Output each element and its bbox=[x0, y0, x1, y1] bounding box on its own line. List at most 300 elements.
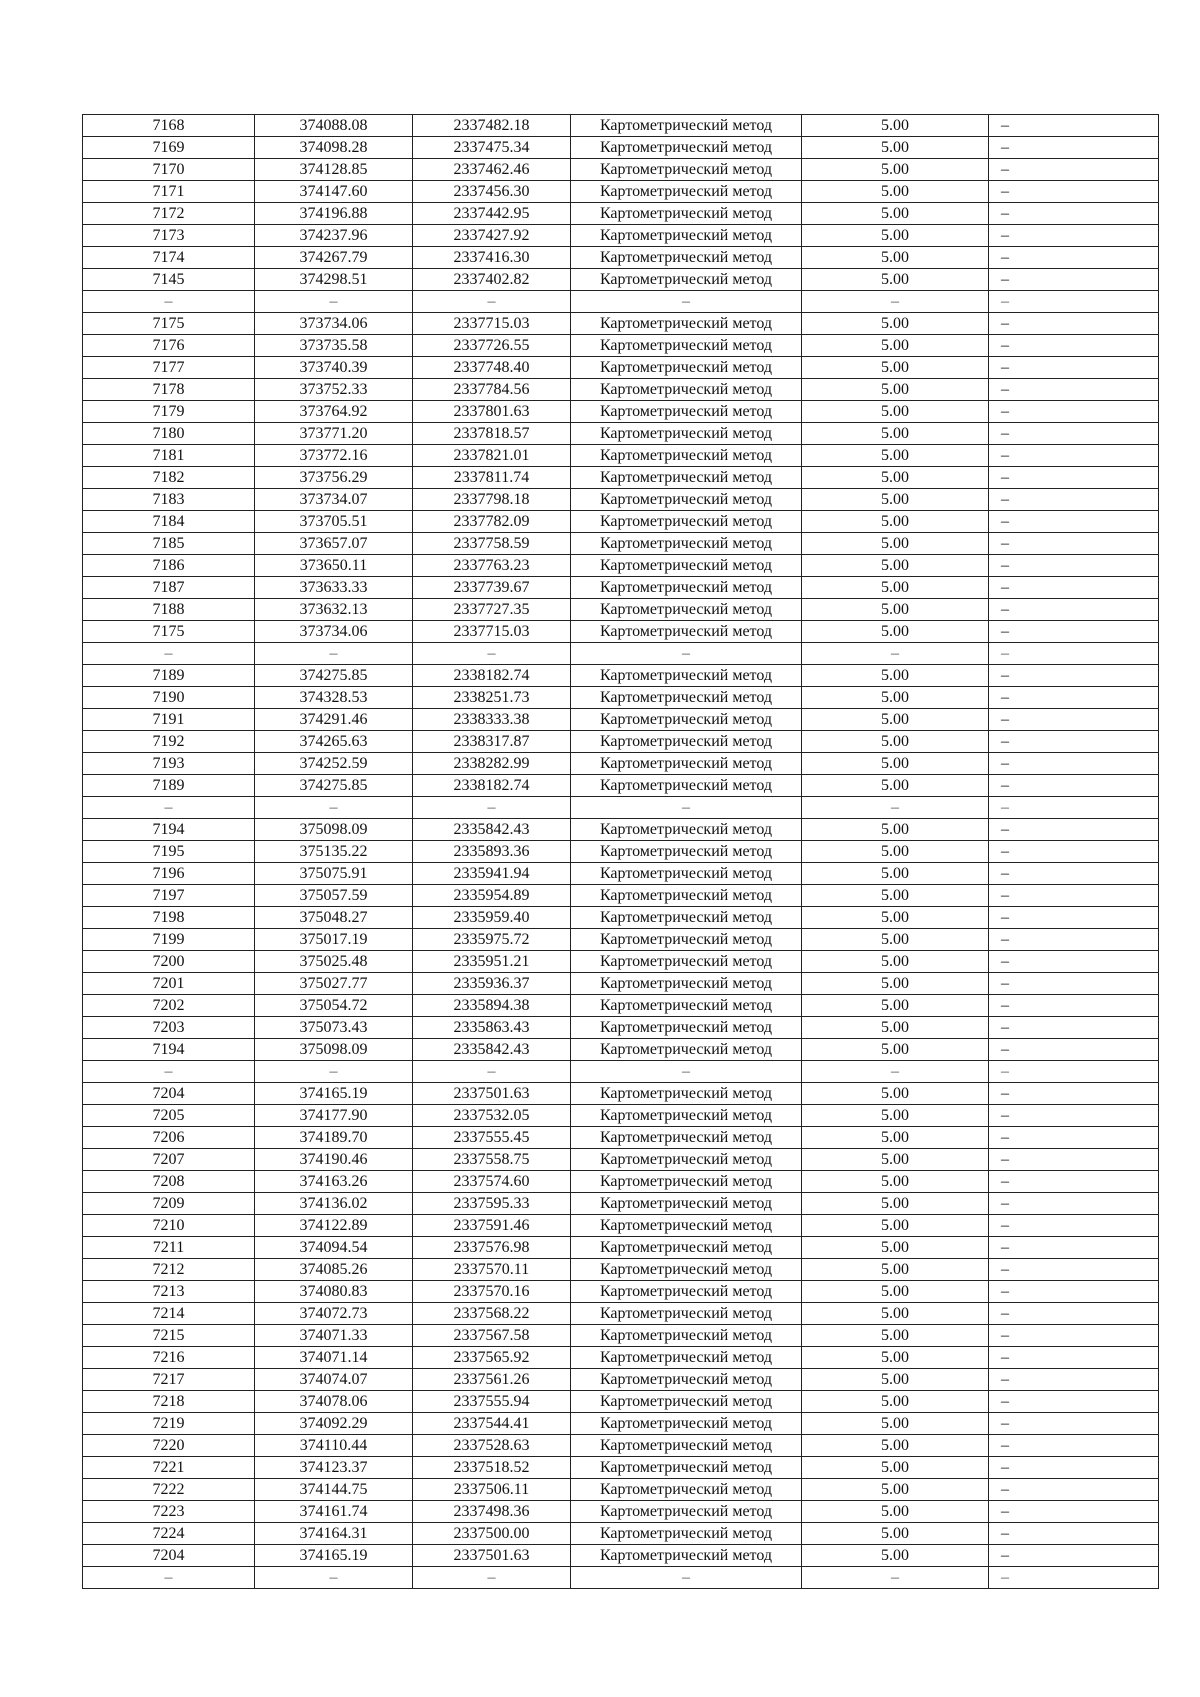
point-number-cell: 7205 bbox=[83, 1105, 255, 1127]
method-cell: Картометрический метод bbox=[571, 159, 802, 181]
method-cell: Картометрический метод bbox=[571, 753, 802, 775]
x-coordinate-cell: 374123.37 bbox=[255, 1457, 413, 1479]
point-number-cell: 7213 bbox=[83, 1281, 255, 1303]
x-coordinate-cell: 374165.19 bbox=[255, 1083, 413, 1105]
x-coordinate-cell: 374164.31 bbox=[255, 1523, 413, 1545]
accuracy-cell: 5.00 bbox=[802, 247, 989, 269]
point-number-cell: 7199 bbox=[83, 929, 255, 951]
point-number-cell: 7186 bbox=[83, 555, 255, 577]
method-cell: – bbox=[571, 1061, 802, 1083]
note-cell: – bbox=[989, 159, 1159, 181]
accuracy-cell: 5.00 bbox=[802, 379, 989, 401]
y-coordinate-cell: 2337442.95 bbox=[413, 203, 571, 225]
accuracy-cell: 5.00 bbox=[802, 577, 989, 599]
note-cell: – bbox=[989, 269, 1159, 291]
accuracy-cell: 5.00 bbox=[802, 423, 989, 445]
note-cell: – bbox=[989, 467, 1159, 489]
y-coordinate-cell: 2338251.73 bbox=[413, 687, 571, 709]
note-cell: – bbox=[989, 929, 1159, 951]
table-row bbox=[83, 1259, 1159, 1281]
accuracy-cell: 5.00 bbox=[802, 819, 989, 841]
table-row bbox=[83, 533, 1159, 555]
y-coordinate-cell: – bbox=[413, 1567, 571, 1589]
accuracy-cell: 5.00 bbox=[802, 885, 989, 907]
point-number-cell: 7177 bbox=[83, 357, 255, 379]
note-cell: – bbox=[989, 291, 1159, 313]
accuracy-cell: 5.00 bbox=[802, 115, 989, 137]
y-coordinate-cell: – bbox=[413, 643, 571, 665]
note-cell: – bbox=[989, 973, 1159, 995]
point-number-cell: 7178 bbox=[83, 379, 255, 401]
table-row bbox=[83, 1303, 1159, 1325]
point-number-cell: 7198 bbox=[83, 907, 255, 929]
note-cell: – bbox=[989, 841, 1159, 863]
point-number-cell: 7221 bbox=[83, 1457, 255, 1479]
accuracy-cell: 5.00 bbox=[802, 357, 989, 379]
point-number-cell: 7184 bbox=[83, 511, 255, 533]
method-cell: Картометрический метод bbox=[571, 1413, 802, 1435]
point-number-cell: 7197 bbox=[83, 885, 255, 907]
note-cell: – bbox=[989, 599, 1159, 621]
y-coordinate-cell: 2337763.23 bbox=[413, 555, 571, 577]
accuracy-cell: 5.00 bbox=[802, 929, 989, 951]
x-coordinate-cell: 373740.39 bbox=[255, 357, 413, 379]
method-cell: Картометрический метод bbox=[571, 885, 802, 907]
note-cell: – bbox=[989, 1391, 1159, 1413]
accuracy-cell: 5.00 bbox=[802, 467, 989, 489]
x-coordinate-cell: 374177.90 bbox=[255, 1105, 413, 1127]
point-number-cell: 7204 bbox=[83, 1083, 255, 1105]
table-row bbox=[83, 115, 1159, 137]
note-cell: – bbox=[989, 115, 1159, 137]
point-number-cell: 7214 bbox=[83, 1303, 255, 1325]
accuracy-cell: – bbox=[802, 1567, 989, 1589]
point-number-cell: 7217 bbox=[83, 1369, 255, 1391]
note-cell: – bbox=[989, 687, 1159, 709]
y-coordinate-cell: 2337801.63 bbox=[413, 401, 571, 423]
y-coordinate-cell: 2337568.22 bbox=[413, 1303, 571, 1325]
method-cell: Картометрический метод bbox=[571, 907, 802, 929]
table-row bbox=[83, 621, 1159, 643]
table-row bbox=[83, 247, 1159, 269]
point-number-cell: 7176 bbox=[83, 335, 255, 357]
method-cell: Картометрический метод bbox=[571, 1281, 802, 1303]
y-coordinate-cell: 2337576.98 bbox=[413, 1237, 571, 1259]
table-row bbox=[83, 181, 1159, 203]
table-row bbox=[83, 731, 1159, 753]
point-number-cell: 7189 bbox=[83, 665, 255, 687]
point-number-cell: 7180 bbox=[83, 423, 255, 445]
method-cell: Картометрический метод bbox=[571, 775, 802, 797]
separator-row bbox=[83, 1567, 1159, 1589]
point-number-cell: 7169 bbox=[83, 137, 255, 159]
table-row bbox=[83, 1193, 1159, 1215]
y-coordinate-cell: 2337570.16 bbox=[413, 1281, 571, 1303]
note-cell: – bbox=[989, 1193, 1159, 1215]
method-cell: Картометрический метод bbox=[571, 467, 802, 489]
method-cell: Картометрический метод bbox=[571, 929, 802, 951]
x-coordinate-cell: 374085.26 bbox=[255, 1259, 413, 1281]
note-cell: – bbox=[989, 1105, 1159, 1127]
table-row bbox=[83, 379, 1159, 401]
accuracy-cell: 5.00 bbox=[802, 951, 989, 973]
method-cell: Картометрический метод bbox=[571, 401, 802, 423]
note-cell: – bbox=[989, 1457, 1159, 1479]
method-cell: Картометрический метод bbox=[571, 973, 802, 995]
point-number-cell: 7188 bbox=[83, 599, 255, 621]
x-coordinate-cell: 374275.85 bbox=[255, 665, 413, 687]
method-cell: – bbox=[571, 1567, 802, 1589]
point-number-cell: 7216 bbox=[83, 1347, 255, 1369]
accuracy-cell: 5.00 bbox=[802, 203, 989, 225]
x-coordinate-cell: 374291.46 bbox=[255, 709, 413, 731]
point-number-cell: 7208 bbox=[83, 1171, 255, 1193]
note-cell: – bbox=[989, 555, 1159, 577]
x-coordinate-cell: 374080.83 bbox=[255, 1281, 413, 1303]
table-row bbox=[83, 1215, 1159, 1237]
note-cell: – bbox=[989, 1347, 1159, 1369]
note-cell: – bbox=[989, 1083, 1159, 1105]
note-cell: – bbox=[989, 1501, 1159, 1523]
point-number-cell: 7183 bbox=[83, 489, 255, 511]
point-number-cell: 7193 bbox=[83, 753, 255, 775]
x-coordinate-cell: 374237.96 bbox=[255, 225, 413, 247]
separator-row bbox=[83, 643, 1159, 665]
accuracy-cell: 5.00 bbox=[802, 1369, 989, 1391]
method-cell: Картометрический метод bbox=[571, 181, 802, 203]
x-coordinate-cell: – bbox=[255, 1567, 413, 1589]
x-coordinate-cell: – bbox=[255, 797, 413, 819]
y-coordinate-cell: 2337798.18 bbox=[413, 489, 571, 511]
point-number-cell: 7200 bbox=[83, 951, 255, 973]
accuracy-cell: 5.00 bbox=[802, 1347, 989, 1369]
method-cell: Картометрический метод bbox=[571, 841, 802, 863]
y-coordinate-cell: 2335894.38 bbox=[413, 995, 571, 1017]
note-cell: – bbox=[989, 775, 1159, 797]
table-row bbox=[83, 1479, 1159, 1501]
method-cell: Картометрический метод bbox=[571, 203, 802, 225]
table-row bbox=[83, 313, 1159, 335]
accuracy-cell: 5.00 bbox=[802, 1259, 989, 1281]
table-row bbox=[83, 819, 1159, 841]
table-row bbox=[83, 1171, 1159, 1193]
point-number-cell: 7187 bbox=[83, 577, 255, 599]
method-cell: Картометрический метод bbox=[571, 1149, 802, 1171]
note-cell: – bbox=[989, 885, 1159, 907]
x-coordinate-cell: 374190.46 bbox=[255, 1149, 413, 1171]
x-coordinate-cell: 374267.79 bbox=[255, 247, 413, 269]
note-cell: – bbox=[989, 577, 1159, 599]
x-coordinate-cell: 374071.33 bbox=[255, 1325, 413, 1347]
point-number-cell: – bbox=[83, 1567, 255, 1589]
x-coordinate-cell: 374074.07 bbox=[255, 1369, 413, 1391]
table-row bbox=[83, 1149, 1159, 1171]
x-coordinate-cell: 375048.27 bbox=[255, 907, 413, 929]
y-coordinate-cell: 2337506.11 bbox=[413, 1479, 571, 1501]
point-number-cell: 7218 bbox=[83, 1391, 255, 1413]
method-cell: Картометрический метод bbox=[571, 665, 802, 687]
method-cell: Картометрический метод bbox=[571, 1347, 802, 1369]
accuracy-cell: 5.00 bbox=[802, 1105, 989, 1127]
y-coordinate-cell: 2338282.99 bbox=[413, 753, 571, 775]
method-cell: Картометрический метод bbox=[571, 1501, 802, 1523]
y-coordinate-cell: 2335959.40 bbox=[413, 907, 571, 929]
table-row bbox=[83, 401, 1159, 423]
method-cell: Картометрический метод bbox=[571, 269, 802, 291]
method-cell: Картометрический метод bbox=[571, 1039, 802, 1061]
x-coordinate-cell: 374110.44 bbox=[255, 1435, 413, 1457]
accuracy-cell: 5.00 bbox=[802, 511, 989, 533]
y-coordinate-cell: 2337748.40 bbox=[413, 357, 571, 379]
accuracy-cell: 5.00 bbox=[802, 181, 989, 203]
accuracy-cell: – bbox=[802, 643, 989, 665]
y-coordinate-cell: 2337462.46 bbox=[413, 159, 571, 181]
note-cell: – bbox=[989, 423, 1159, 445]
accuracy-cell: 5.00 bbox=[802, 1501, 989, 1523]
note-cell: – bbox=[989, 753, 1159, 775]
coordinates-table bbox=[82, 114, 1159, 1589]
accuracy-cell: 5.00 bbox=[802, 775, 989, 797]
accuracy-cell: 5.00 bbox=[802, 973, 989, 995]
table-row bbox=[83, 1369, 1159, 1391]
note-cell: – bbox=[989, 357, 1159, 379]
note-cell: – bbox=[989, 995, 1159, 1017]
x-coordinate-cell: 375057.59 bbox=[255, 885, 413, 907]
y-coordinate-cell: 2337570.11 bbox=[413, 1259, 571, 1281]
x-coordinate-cell: 374071.14 bbox=[255, 1347, 413, 1369]
accuracy-cell: 5.00 bbox=[802, 687, 989, 709]
y-coordinate-cell: 2337518.52 bbox=[413, 1457, 571, 1479]
x-coordinate-cell: 373734.06 bbox=[255, 621, 413, 643]
accuracy-cell: – bbox=[802, 1061, 989, 1083]
method-cell: Картометрический метод bbox=[571, 511, 802, 533]
table-row bbox=[83, 1281, 1159, 1303]
method-cell: Картометрический метод bbox=[571, 1017, 802, 1039]
accuracy-cell: 5.00 bbox=[802, 555, 989, 577]
point-number-cell: 7174 bbox=[83, 247, 255, 269]
accuracy-cell: 5.00 bbox=[802, 533, 989, 555]
point-number-cell: 7194 bbox=[83, 819, 255, 841]
point-number-cell: 7172 bbox=[83, 203, 255, 225]
y-coordinate-cell: 2337558.75 bbox=[413, 1149, 571, 1171]
note-cell: – bbox=[989, 797, 1159, 819]
note-cell: – bbox=[989, 1237, 1159, 1259]
table-row bbox=[83, 445, 1159, 467]
method-cell: Картометрический метод bbox=[571, 1171, 802, 1193]
accuracy-cell: 5.00 bbox=[802, 1017, 989, 1039]
accuracy-cell: 5.00 bbox=[802, 137, 989, 159]
y-coordinate-cell: 2337501.63 bbox=[413, 1545, 571, 1567]
method-cell: Картометрический метод bbox=[571, 1545, 802, 1567]
x-coordinate-cell: 374328.53 bbox=[255, 687, 413, 709]
x-coordinate-cell: 373771.20 bbox=[255, 423, 413, 445]
y-coordinate-cell: 2337565.92 bbox=[413, 1347, 571, 1369]
y-coordinate-cell: 2337567.58 bbox=[413, 1325, 571, 1347]
x-coordinate-cell: 374252.59 bbox=[255, 753, 413, 775]
method-cell: Картометрический метод bbox=[571, 951, 802, 973]
accuracy-cell: 5.00 bbox=[802, 1281, 989, 1303]
x-coordinate-cell: 375135.22 bbox=[255, 841, 413, 863]
accuracy-cell: 5.00 bbox=[802, 401, 989, 423]
x-coordinate-cell: 374196.88 bbox=[255, 203, 413, 225]
y-coordinate-cell: 2337475.34 bbox=[413, 137, 571, 159]
method-cell: Картометрический метод bbox=[571, 1105, 802, 1127]
table-row bbox=[83, 335, 1159, 357]
note-cell: – bbox=[989, 1523, 1159, 1545]
method-cell: Картометрический метод bbox=[571, 1457, 802, 1479]
note-cell: – bbox=[989, 1039, 1159, 1061]
y-coordinate-cell: 2337500.00 bbox=[413, 1523, 571, 1545]
x-coordinate-cell: 373752.33 bbox=[255, 379, 413, 401]
accuracy-cell: 5.00 bbox=[802, 1457, 989, 1479]
table-row bbox=[83, 907, 1159, 929]
accuracy-cell: 5.00 bbox=[802, 1039, 989, 1061]
note-cell: – bbox=[989, 445, 1159, 467]
table-row bbox=[83, 1545, 1159, 1567]
point-number-cell: 7179 bbox=[83, 401, 255, 423]
accuracy-cell: 5.00 bbox=[802, 269, 989, 291]
note-cell: – bbox=[989, 533, 1159, 555]
y-coordinate-cell: 2337456.30 bbox=[413, 181, 571, 203]
table-row bbox=[83, 467, 1159, 489]
accuracy-cell: 5.00 bbox=[802, 1325, 989, 1347]
note-cell: – bbox=[989, 819, 1159, 841]
y-coordinate-cell: 2337727.35 bbox=[413, 599, 571, 621]
note-cell: – bbox=[989, 335, 1159, 357]
accuracy-cell: 5.00 bbox=[802, 1303, 989, 1325]
y-coordinate-cell: 2337532.05 bbox=[413, 1105, 571, 1127]
note-cell: – bbox=[989, 863, 1159, 885]
x-coordinate-cell: 374165.19 bbox=[255, 1545, 413, 1567]
y-coordinate-cell: 2337811.74 bbox=[413, 467, 571, 489]
method-cell: Картометрический метод bbox=[571, 621, 802, 643]
x-coordinate-cell: 374147.60 bbox=[255, 181, 413, 203]
note-cell: – bbox=[989, 621, 1159, 643]
x-coordinate-cell: 373734.06 bbox=[255, 313, 413, 335]
method-cell: Картометрический метод bbox=[571, 225, 802, 247]
point-number-cell: – bbox=[83, 1061, 255, 1083]
method-cell: Картометрический метод bbox=[571, 115, 802, 137]
table-row bbox=[83, 159, 1159, 181]
y-coordinate-cell: 2337427.92 bbox=[413, 225, 571, 247]
table-row bbox=[83, 357, 1159, 379]
note-cell: – bbox=[989, 1545, 1159, 1567]
method-cell: Картометрический метод bbox=[571, 1435, 802, 1457]
point-number-cell: 7222 bbox=[83, 1479, 255, 1501]
y-coordinate-cell: – bbox=[413, 291, 571, 313]
separator-row bbox=[83, 291, 1159, 313]
table-row bbox=[83, 1237, 1159, 1259]
y-coordinate-cell: 2335975.72 bbox=[413, 929, 571, 951]
x-coordinate-cell: 374275.85 bbox=[255, 775, 413, 797]
method-cell: Картометрический метод bbox=[571, 137, 802, 159]
note-cell: – bbox=[989, 203, 1159, 225]
note-cell: – bbox=[989, 1369, 1159, 1391]
x-coordinate-cell: 375027.77 bbox=[255, 973, 413, 995]
accuracy-cell: 5.00 bbox=[802, 225, 989, 247]
x-coordinate-cell: 373772.16 bbox=[255, 445, 413, 467]
x-coordinate-cell: 374128.85 bbox=[255, 159, 413, 181]
method-cell: Картометрический метод bbox=[571, 709, 802, 731]
x-coordinate-cell: 374136.02 bbox=[255, 1193, 413, 1215]
method-cell: Картометрический метод bbox=[571, 1193, 802, 1215]
y-coordinate-cell: 2337498.36 bbox=[413, 1501, 571, 1523]
point-number-cell: 7173 bbox=[83, 225, 255, 247]
x-coordinate-cell: – bbox=[255, 291, 413, 313]
x-coordinate-cell: 373756.29 bbox=[255, 467, 413, 489]
method-cell: Картометрический метод bbox=[571, 489, 802, 511]
point-number-cell: 7202 bbox=[83, 995, 255, 1017]
table-row bbox=[83, 1105, 1159, 1127]
accuracy-cell: 5.00 bbox=[802, 665, 989, 687]
y-coordinate-cell: 2337402.82 bbox=[413, 269, 571, 291]
note-cell: – bbox=[989, 247, 1159, 269]
point-number-cell: 7189 bbox=[83, 775, 255, 797]
x-coordinate-cell: 373734.07 bbox=[255, 489, 413, 511]
x-coordinate-cell: 373632.13 bbox=[255, 599, 413, 621]
point-number-cell: 7207 bbox=[83, 1149, 255, 1171]
point-number-cell: 7210 bbox=[83, 1215, 255, 1237]
table-row bbox=[83, 1391, 1159, 1413]
method-cell: Картометрический метод bbox=[571, 379, 802, 401]
accuracy-cell: 5.00 bbox=[802, 489, 989, 511]
y-coordinate-cell: 2338317.87 bbox=[413, 731, 571, 753]
x-coordinate-cell: 374122.89 bbox=[255, 1215, 413, 1237]
accuracy-cell: 5.00 bbox=[802, 1545, 989, 1567]
accuracy-cell: 5.00 bbox=[802, 995, 989, 1017]
point-number-cell: 7196 bbox=[83, 863, 255, 885]
table-row bbox=[83, 1501, 1159, 1523]
accuracy-cell: 5.00 bbox=[802, 1171, 989, 1193]
x-coordinate-cell: 374161.74 bbox=[255, 1501, 413, 1523]
table-row bbox=[83, 1083, 1159, 1105]
method-cell: Картометрический метод bbox=[571, 555, 802, 577]
accuracy-cell: 5.00 bbox=[802, 1479, 989, 1501]
x-coordinate-cell: 373764.92 bbox=[255, 401, 413, 423]
method-cell: Картометрический метод bbox=[571, 357, 802, 379]
x-coordinate-cell: 375073.43 bbox=[255, 1017, 413, 1039]
note-cell: – bbox=[989, 1171, 1159, 1193]
y-coordinate-cell: 2337561.26 bbox=[413, 1369, 571, 1391]
table-row bbox=[83, 577, 1159, 599]
point-number-cell: 7145 bbox=[83, 269, 255, 291]
table-row bbox=[83, 137, 1159, 159]
table-row bbox=[83, 1325, 1159, 1347]
table-row bbox=[83, 775, 1159, 797]
point-number-cell: 7194 bbox=[83, 1039, 255, 1061]
y-coordinate-cell: 2337501.63 bbox=[413, 1083, 571, 1105]
table-row bbox=[83, 1039, 1159, 1061]
y-coordinate-cell: 2335893.36 bbox=[413, 841, 571, 863]
x-coordinate-cell: 374088.08 bbox=[255, 115, 413, 137]
table-row bbox=[83, 665, 1159, 687]
x-coordinate-cell: – bbox=[255, 1061, 413, 1083]
table-row bbox=[83, 203, 1159, 225]
y-coordinate-cell: 2335842.43 bbox=[413, 1039, 571, 1061]
y-coordinate-cell: 2335951.21 bbox=[413, 951, 571, 973]
y-coordinate-cell: 2335863.43 bbox=[413, 1017, 571, 1039]
accuracy-cell: 5.00 bbox=[802, 159, 989, 181]
y-coordinate-cell: 2338333.38 bbox=[413, 709, 571, 731]
note-cell: – bbox=[989, 1479, 1159, 1501]
accuracy-cell: 5.00 bbox=[802, 1413, 989, 1435]
point-number-cell: 7191 bbox=[83, 709, 255, 731]
y-coordinate-cell: 2335954.89 bbox=[413, 885, 571, 907]
accuracy-cell: 5.00 bbox=[802, 1149, 989, 1171]
note-cell: – bbox=[989, 1149, 1159, 1171]
note-cell: – bbox=[989, 1017, 1159, 1039]
table-row bbox=[83, 687, 1159, 709]
